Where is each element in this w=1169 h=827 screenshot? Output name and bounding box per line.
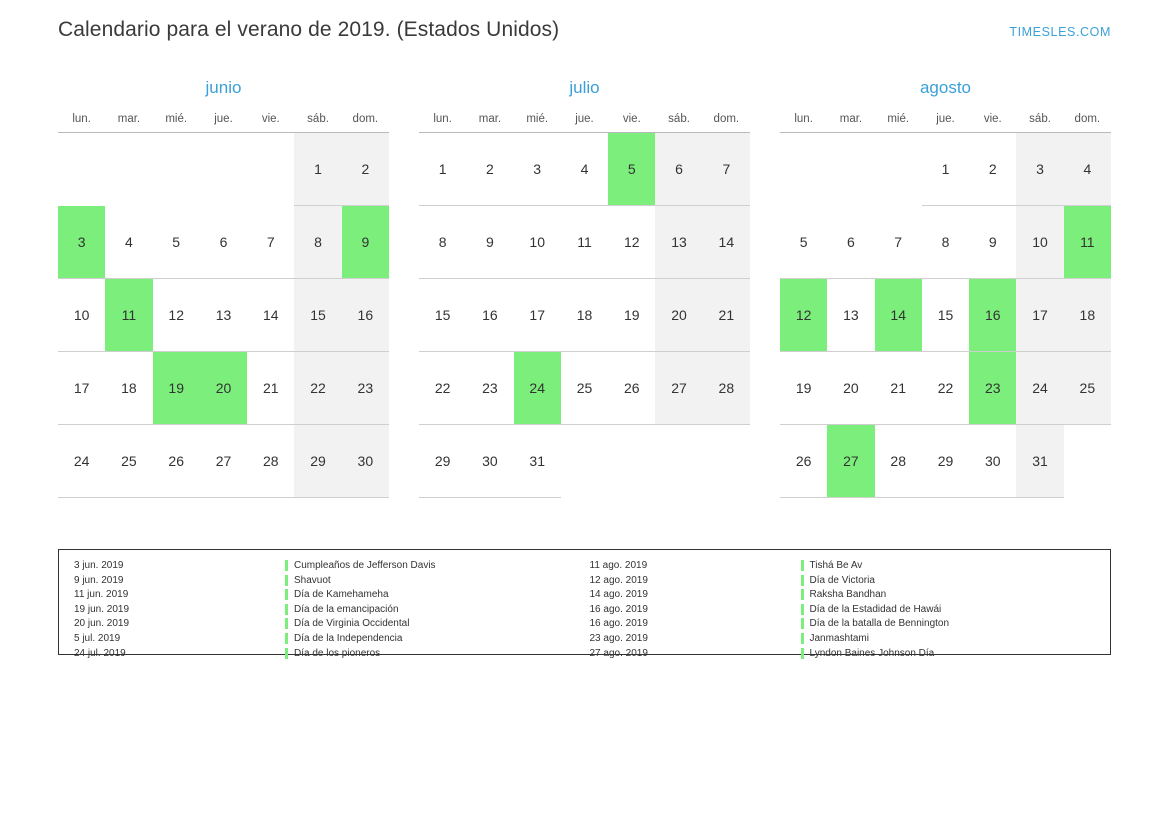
week-row — [780, 425, 1111, 498]
day-cell-holiday[interactable] — [875, 279, 922, 352]
day-cell[interactable] — [419, 425, 466, 498]
day-cell-holiday[interactable] — [200, 352, 247, 425]
day-cell[interactable] — [294, 133, 341, 206]
day-number: 23 — [984, 380, 1001, 396]
day-cell[interactable] — [342, 425, 389, 498]
weekday-header: jue. — [561, 112, 608, 133]
weekday-header: dom. — [703, 112, 750, 133]
day-cell-empty — [247, 133, 294, 206]
day-cell[interactable] — [1016, 206, 1063, 279]
week-row — [780, 352, 1111, 425]
weekday-header-row — [58, 112, 389, 133]
day-number: 5 — [627, 161, 636, 177]
day-number: 10 — [1032, 234, 1048, 250]
day-cell-empty — [655, 425, 702, 498]
day-cell-empty — [780, 133, 827, 206]
day-number: 27 — [843, 453, 859, 469]
day-cell[interactable] — [922, 133, 969, 206]
day-number: 24 — [73, 453, 90, 469]
day-cell-empty — [1064, 425, 1111, 498]
day-number: 21 — [262, 380, 279, 396]
day-cell[interactable] — [419, 206, 466, 279]
day-cell[interactable] — [1016, 279, 1063, 352]
day-number: 26 — [623, 380, 640, 396]
day-number: 19 — [623, 307, 640, 323]
day-cell[interactable] — [875, 352, 922, 425]
day-number: 3 — [533, 161, 542, 177]
day-cell[interactable] — [153, 279, 200, 352]
day-cell[interactable] — [419, 279, 466, 352]
day-number: 6 — [847, 233, 855, 250]
legend-item — [69, 617, 585, 632]
month-title: julio — [569, 78, 600, 97]
day-cell-empty — [105, 133, 152, 206]
legend-date: 27 ago. 2019 — [589, 647, 648, 659]
day-number: 7 — [266, 233, 275, 250]
day-number: 7 — [894, 233, 903, 250]
day-number: 27 — [215, 453, 232, 469]
day-number: 25 — [121, 453, 137, 469]
day-number: 26 — [168, 453, 184, 469]
legend-date: 16 ago. 2019 — [589, 603, 648, 615]
day-cell[interactable] — [294, 425, 341, 498]
day-cell-empty — [827, 133, 874, 206]
day-cell-empty — [200, 133, 247, 206]
day-number: 12 — [623, 234, 640, 250]
day-cell[interactable] — [58, 425, 105, 498]
day-number: 4 — [580, 161, 589, 177]
day-number: 29 — [310, 453, 326, 469]
weekday-header: mar. — [827, 112, 874, 133]
day-number: 25 — [1079, 380, 1096, 396]
day-cell-holiday[interactable] — [1064, 206, 1111, 279]
day-number: 1 — [314, 161, 322, 177]
day-number: 15 — [310, 307, 326, 323]
day-number: 16 — [482, 307, 498, 323]
day-cell[interactable] — [153, 206, 200, 279]
day-cell[interactable] — [922, 425, 969, 498]
legend-date: 12 ago. 2019 — [589, 574, 648, 586]
day-number: 4 — [125, 233, 133, 250]
month-block — [419, 78, 750, 498]
legend-date: 20 jun. 2019 — [74, 618, 130, 630]
day-cell[interactable] — [105, 425, 152, 498]
legend-holiday-name: Día de Kamehameha — [285, 588, 389, 603]
weekday-header: jue. — [200, 112, 247, 133]
legend-date: 3 jun. 2019 — [74, 560, 124, 571]
day-number: 18 — [121, 380, 137, 396]
week-row — [58, 206, 389, 279]
legend-holiday-name: Día de la emancipación — [285, 603, 399, 618]
day-number: 14 — [718, 234, 735, 250]
day-number: 31 — [529, 453, 545, 469]
weekday-header: sáb. — [294, 112, 341, 133]
legend-item — [585, 632, 1101, 647]
day-number: 22 — [310, 380, 326, 396]
legend-date: 19 jun. 2019 — [74, 603, 130, 615]
day-cell[interactable] — [342, 133, 389, 206]
day-number: 11 — [121, 307, 137, 323]
legend-holiday-name: Día de la batalla de Bennington — [801, 617, 950, 632]
day-cell-holiday[interactable] — [514, 352, 561, 425]
day-cell[interactable] — [342, 352, 389, 425]
day-number: 17 — [529, 307, 545, 323]
week-row — [780, 279, 1111, 352]
legend-date: 16 ago. 2019 — [589, 618, 648, 630]
day-number: 10 — [529, 234, 545, 250]
week-row — [419, 352, 750, 425]
day-cell[interactable] — [466, 352, 513, 425]
day-cell[interactable] — [703, 206, 750, 279]
day-number: 10 — [73, 307, 90, 323]
day-number: 11 — [577, 234, 592, 250]
day-cell[interactable] — [466, 206, 513, 279]
day-number: 28 — [262, 453, 279, 469]
legend-holiday-name: Tishá Be Av — [801, 559, 863, 574]
week-row — [419, 425, 750, 498]
day-cell[interactable] — [1016, 352, 1063, 425]
legend-item — [585, 588, 1101, 603]
month-table — [419, 112, 750, 498]
day-cell[interactable] — [827, 352, 874, 425]
page-header — [58, 18, 1111, 42]
day-number: 30 — [357, 453, 374, 469]
weekday-header-row — [419, 112, 750, 133]
month-block — [780, 78, 1111, 498]
weekday-header: mar. — [466, 112, 513, 133]
day-cell[interactable] — [153, 425, 200, 498]
day-number: 18 — [1079, 307, 1096, 323]
day-cell[interactable] — [703, 279, 750, 352]
day-cell-holiday[interactable] — [342, 206, 389, 279]
day-number: 6 — [219, 233, 228, 250]
legend-item — [69, 588, 585, 603]
day-number: 13 — [215, 307, 232, 323]
day-cell[interactable] — [655, 279, 702, 352]
week-row — [58, 425, 389, 498]
legend-holiday-name: Día de los pioneros — [285, 647, 380, 662]
day-number: 29 — [937, 453, 954, 469]
day-number: 20 — [671, 307, 687, 323]
day-number: 29 — [434, 453, 451, 469]
legend-item — [585, 559, 1101, 574]
legend-date: 9 jun. 2019 — [74, 574, 124, 586]
legend-date: 11 jun. 2019 — [74, 589, 129, 601]
day-cell[interactable] — [655, 133, 702, 206]
legend-date: 14 ago. 2019 — [589, 589, 648, 601]
day-number: 22 — [937, 380, 954, 396]
day-cell[interactable] — [200, 425, 247, 498]
day-cell[interactable] — [827, 206, 874, 279]
week-row — [419, 133, 750, 206]
week-row — [58, 133, 389, 206]
day-number: 30 — [482, 453, 498, 469]
month-title: agosto — [919, 78, 972, 97]
day-number: 26 — [795, 453, 812, 469]
legend-date: 5 jul. 2019 — [74, 632, 121, 644]
week-row — [780, 133, 1111, 206]
site-brand[interactable]: TIMESLES.COM — [1009, 25, 1111, 39]
day-cell[interactable] — [294, 352, 341, 425]
day-cell[interactable] — [200, 206, 247, 279]
day-cell[interactable] — [247, 425, 294, 498]
legend-item — [69, 603, 585, 618]
weekday-header: lun. — [780, 112, 827, 133]
day-cell[interactable] — [703, 133, 750, 206]
day-number: 9 — [988, 234, 997, 250]
day-cell[interactable] — [827, 279, 874, 352]
day-number: 16 — [357, 307, 374, 323]
day-number: 30 — [984, 453, 1001, 469]
day-cell[interactable] — [514, 425, 561, 498]
day-number: 2 — [361, 161, 370, 177]
day-number: 23 — [482, 380, 498, 396]
day-number: 3 — [77, 233, 86, 250]
page-title: Calendario para el verano de 2019. (Estados Unidos) — [58, 18, 560, 41]
day-number: 11 — [1080, 234, 1095, 250]
day-number: 7 — [722, 161, 731, 177]
day-cell-holiday[interactable] — [105, 279, 152, 352]
day-cell[interactable] — [608, 206, 655, 279]
day-number: 15 — [434, 307, 451, 323]
day-cell[interactable] — [247, 352, 294, 425]
day-number: 20 — [843, 380, 859, 396]
day-cell[interactable] — [105, 206, 152, 279]
weekday-header: lun. — [58, 112, 105, 133]
legend-holiday-name: Día de la Independencia — [285, 632, 402, 647]
day-cell[interactable] — [105, 352, 152, 425]
day-number: 8 — [314, 234, 322, 250]
legend-date: 23 ago. 2019 — [589, 632, 648, 644]
legend-item — [585, 617, 1101, 632]
legend-column-left — [69, 559, 585, 659]
months-container — [58, 78, 1111, 498]
day-number: 22 — [434, 380, 451, 396]
day-cell[interactable] — [419, 133, 466, 206]
legend-item — [69, 647, 585, 662]
day-number: 31 — [1032, 453, 1048, 469]
day-cell[interactable] — [200, 279, 247, 352]
day-number: 6 — [675, 161, 683, 177]
legend-holiday-name: Día de Victoria — [801, 574, 875, 589]
day-number: 15 — [937, 307, 954, 323]
day-cell[interactable] — [1064, 279, 1111, 352]
day-number: 13 — [843, 307, 859, 323]
day-cell[interactable] — [294, 206, 341, 279]
day-cell[interactable] — [608, 279, 655, 352]
month-table — [58, 112, 389, 498]
day-number: 12 — [168, 307, 184, 323]
legend-holiday-name: Día de Virginia Occidental — [285, 617, 409, 632]
day-cell[interactable] — [703, 352, 750, 425]
day-cell[interactable] — [969, 133, 1016, 206]
day-number: 9 — [361, 234, 370, 250]
month-table — [780, 112, 1111, 498]
day-cell[interactable] — [58, 279, 105, 352]
legend-date: 24 jul. 2019 — [74, 647, 126, 659]
day-cell-holiday[interactable] — [608, 133, 655, 206]
day-cell[interactable] — [419, 352, 466, 425]
day-number: 3 — [1036, 161, 1044, 177]
day-cell-holiday[interactable] — [969, 279, 1016, 352]
day-cell[interactable] — [466, 425, 513, 498]
weekday-header: dom. — [342, 112, 389, 133]
day-cell[interactable] — [875, 206, 922, 279]
day-number: 25 — [576, 380, 593, 396]
day-number: 8 — [438, 234, 447, 250]
weekday-header: mié. — [875, 112, 922, 133]
day-cell[interactable] — [58, 352, 105, 425]
day-number: 8 — [941, 234, 950, 250]
day-cell[interactable] — [514, 206, 561, 279]
legend-item — [69, 632, 585, 647]
day-number: 16 — [984, 307, 1001, 323]
day-cell[interactable] — [780, 352, 827, 425]
day-cell[interactable] — [247, 206, 294, 279]
day-number: 19 — [795, 380, 812, 396]
day-number: 5 — [172, 233, 181, 250]
weekday-header: sáb. — [655, 112, 702, 133]
weekday-header: mié. — [514, 112, 561, 133]
legend-holiday-name: Cumpleaños de Jefferson Davis — [285, 559, 436, 574]
day-cell[interactable] — [780, 206, 827, 279]
legend-item — [69, 574, 585, 589]
month-block — [58, 78, 389, 498]
day-cell-empty — [58, 133, 105, 206]
day-number: 27 — [671, 380, 687, 396]
weekday-header-row — [780, 112, 1111, 133]
day-number: 21 — [718, 307, 735, 323]
legend-item — [585, 574, 1101, 589]
day-cell[interactable] — [342, 279, 389, 352]
day-cell-empty — [153, 133, 200, 206]
day-number: 5 — [799, 233, 808, 250]
day-cell-empty — [561, 425, 608, 498]
day-cell-holiday[interactable] — [969, 352, 1016, 425]
legend-holiday-name: Janmashtami — [801, 632, 869, 647]
day-cell[interactable] — [561, 279, 608, 352]
weekday-header: vie. — [608, 112, 655, 133]
day-number: 1 — [941, 161, 950, 177]
day-cell-empty — [608, 425, 655, 498]
day-cell[interactable] — [561, 352, 608, 425]
day-number: 17 — [1032, 307, 1048, 323]
legend-column-right — [585, 559, 1101, 659]
holiday-legend — [58, 549, 1111, 659]
day-cell[interactable] — [247, 279, 294, 352]
day-cell[interactable] — [922, 206, 969, 279]
day-cell[interactable] — [608, 352, 655, 425]
legend-item — [69, 559, 585, 574]
day-cell[interactable] — [466, 133, 513, 206]
day-cell[interactable] — [1016, 425, 1063, 498]
day-number: 20 — [215, 380, 232, 396]
week-row — [419, 279, 750, 352]
day-number: 19 — [168, 380, 184, 396]
day-cell[interactable] — [1064, 352, 1111, 425]
day-number: 14 — [262, 307, 279, 323]
day-cell[interactable] — [561, 133, 608, 206]
day-number: 14 — [890, 307, 906, 323]
day-number: 24 — [1032, 380, 1048, 396]
day-cell-holiday[interactable] — [780, 279, 827, 352]
weekday-header: dom. — [1064, 112, 1111, 133]
week-row — [58, 352, 389, 425]
weekday-header: sáb. — [1016, 112, 1063, 133]
day-cell[interactable] — [561, 206, 608, 279]
day-cell-holiday[interactable] — [58, 206, 105, 279]
weekday-header: mar. — [105, 112, 152, 133]
legend-holiday-name: Raksha Bandhan — [801, 588, 887, 603]
day-cell[interactable] — [294, 279, 341, 352]
day-number: 28 — [890, 453, 906, 469]
day-number: 12 — [795, 307, 812, 323]
day-cell[interactable] — [969, 425, 1016, 498]
day-number: 4 — [1083, 161, 1092, 177]
day-number: 13 — [671, 234, 687, 250]
day-cell[interactable] — [514, 279, 561, 352]
day-cell[interactable] — [875, 425, 922, 498]
day-cell-empty — [875, 133, 922, 206]
legend-holiday-name: Shavuot — [285, 574, 331, 589]
day-number: 1 — [438, 161, 447, 177]
legend-item — [585, 603, 1101, 618]
day-number: 9 — [486, 234, 494, 250]
week-row — [419, 206, 750, 279]
day-cell[interactable] — [922, 279, 969, 352]
weekday-header: vie. — [969, 112, 1016, 133]
day-number: 17 — [73, 380, 90, 396]
day-number: 28 — [718, 380, 735, 396]
day-cell[interactable] — [780, 425, 827, 498]
legend-date: 11 ago. 2019 — [589, 560, 648, 571]
day-number: 18 — [576, 307, 593, 323]
day-cell-holiday[interactable] — [153, 352, 200, 425]
legend-holiday-name: Día de la Estadidad de Hawái — [801, 603, 942, 618]
day-number: 23 — [357, 380, 374, 396]
day-number: 21 — [890, 380, 906, 396]
weekday-header: jue. — [922, 112, 969, 133]
week-row — [780, 206, 1111, 279]
day-cell-holiday[interactable] — [827, 425, 874, 498]
weekday-header: vie. — [247, 112, 294, 133]
legend-item — [585, 647, 1101, 662]
day-cell[interactable] — [969, 206, 1016, 279]
day-cell-empty — [703, 425, 750, 498]
day-cell[interactable] — [1064, 133, 1111, 206]
month-title: junio — [205, 78, 242, 97]
weekday-header: lun. — [419, 112, 466, 133]
week-row — [58, 279, 389, 352]
weekday-header: mié. — [153, 112, 200, 133]
day-cell[interactable] — [466, 279, 513, 352]
day-number: 2 — [988, 161, 997, 177]
day-cell[interactable] — [655, 352, 702, 425]
legend-holiday-name: Lyndon Baines Johnson Día — [801, 647, 935, 662]
day-cell[interactable] — [514, 133, 561, 206]
day-cell[interactable] — [922, 352, 969, 425]
day-number: 2 — [486, 161, 494, 177]
day-number: 24 — [529, 380, 545, 396]
day-cell[interactable] — [655, 206, 702, 279]
day-cell[interactable] — [1016, 133, 1063, 206]
